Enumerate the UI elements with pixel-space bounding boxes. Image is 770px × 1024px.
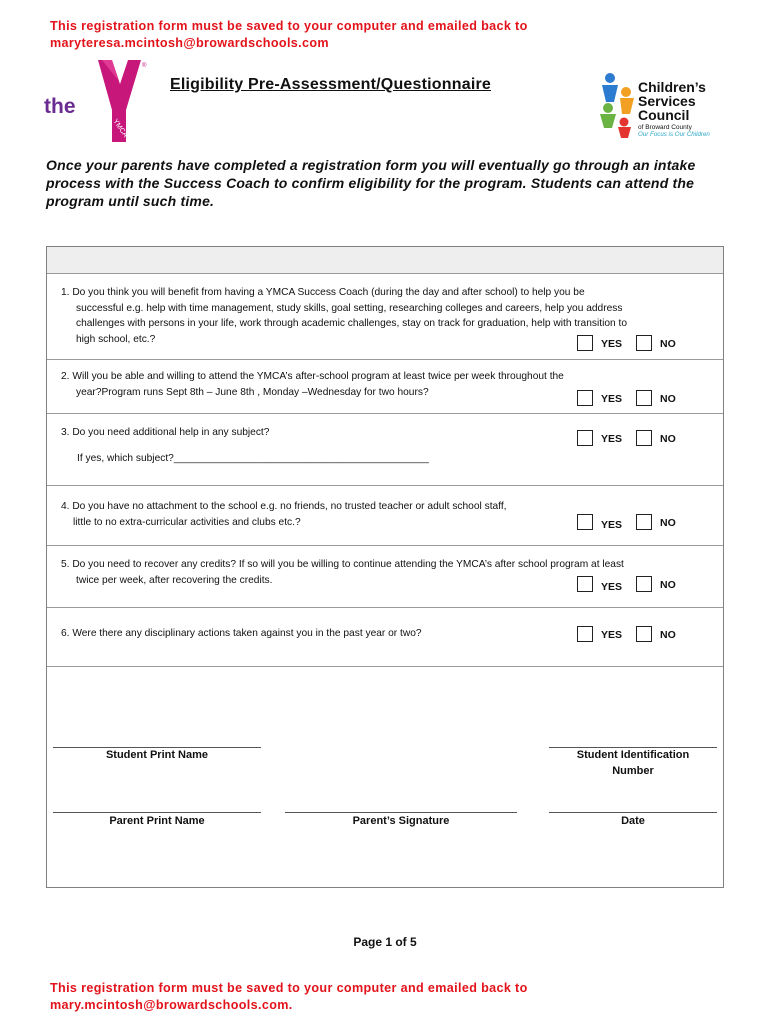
question-5-yes-label: YES [601,581,623,593]
student-id-label-line1: Student Identification [576,749,690,761]
question-4-line2: little to no extra-curricular activities and clubs etc.? [73,516,301,528]
question-3-answer [577,430,687,452]
question-2-no-label: NO [660,393,676,405]
question-divider [47,485,723,486]
csc-line2: Services [638,93,696,109]
question-3-yes-checkbox[interactable] [577,430,593,446]
question-5-yes-checkbox[interactable] [577,576,593,592]
question-5 [61,557,624,588]
student-name-label: Student Print Name [105,749,209,761]
question-divider [47,666,723,667]
question-4-no-label: NO [660,517,676,529]
question-6-no-label: NO [660,629,676,641]
question-2-line2: year?Program runs Sept 8th – June 8th , Monday –Wednesday for two hours? [76,386,429,398]
student-id-label [549,747,717,779]
question-2-yes-label: YES [601,393,623,405]
question-1-yes-checkbox[interactable] [577,335,593,351]
question-1-no-checkbox[interactable] [636,335,652,351]
question-divider [47,545,723,546]
question-1-yes-label: YES [601,338,623,350]
top-notice: This registration form must be saved to your computer and emailed back to maryteresa.mcintosh@browardschools.com [50,19,528,50]
question-4-no-checkbox[interactable] [636,514,652,530]
question-6 [61,626,422,642]
question-3-no-label: NO [660,433,676,445]
question-2-yes-checkbox[interactable] [577,390,593,406]
parent-name-label: Parent Print Name [109,815,205,827]
question-1-answer [577,335,687,357]
question-3-line1: 3. Do you need additional help in any subject? [61,427,270,438]
date-label: Date [621,815,645,827]
csc-line3: Council [638,107,690,123]
parent-signature-label: Parent’s Signature [352,815,450,827]
question-4 [61,499,507,530]
question-3-yes-label: YES [601,433,623,445]
form-header-bar [47,247,723,274]
question-6-answer [577,626,687,648]
question-5-line2: twice per week, after recovering the credits. [76,574,273,586]
question-divider [47,359,723,360]
ymca-logo [40,58,155,143]
question-1-no-label: NO [660,338,676,350]
question-1 [61,285,627,347]
question-3-no-checkbox[interactable] [636,430,652,446]
student-id-label-line2: Number [612,765,654,777]
ymca-logo-mark: YMCA [111,118,129,139]
page-title: Eligibility Pre-Assessment/Questionnaire [170,76,491,93]
question-2-line1: 2. Will you be able and willing to attend the YMCA’s after-school program at least twice per week throughout the [61,371,564,382]
question-5-line1: 5. Do you need to recover any credits? If so will you be willing to continue attending the YMCA’s after school program at least [61,559,624,570]
ymca-logo-word: the [44,95,76,118]
question-5-answer [577,576,687,598]
questionnaire-form [46,246,724,888]
question-2-no-checkbox[interactable] [636,390,652,406]
csc-tagline: Our Focus is Our Children [638,130,710,138]
question-6-yes-checkbox[interactable] [577,626,593,642]
question-6-yes-label: YES [601,629,623,641]
question-divider [47,607,723,608]
question-2 [61,369,564,400]
question-3 [61,425,269,441]
question-4-yes-checkbox[interactable] [577,514,593,530]
intro-paragraph: Once your parents have completed a registration form you will eventually go through an intake process with the Success Coach to confirm eligibility for the program. Students can attend the program until such time. [46,157,696,209]
question-4-line1: 4. Do you have no attachment to the school e.g. no friends, no trusted teacher or adult school staff, [61,501,507,512]
csc-line1: Children’s [638,79,706,95]
question-6-line1: 6. Were there any disciplinary actions taken against you in the past year or two? [61,628,422,639]
question-3-subject-field[interactable]: If yes, which subject?_____________________________________________ [77,453,429,464]
page-number: Page 1 of 5 [353,935,417,949]
question-divider [47,413,723,414]
question-1-line3: challenges with persons in your life, work through academic challenges, stay on track for graduation, help with transition to [76,318,627,329]
question-4-yes-label: YES [601,519,623,531]
question-5-no-label: NO [660,579,676,591]
csc-sub: of Broward County [638,124,692,131]
ymca-trademark: ® [142,63,147,69]
question-1-line2: successful e.g. help with time management, study skills, goal setting, researching colleges and careers, help you address [76,302,623,314]
question-6-no-checkbox[interactable] [636,626,652,642]
bottom-notice: This registration form must be saved to your computer and emailed back to mary.mcintosh@browardschools.com. [50,981,528,1012]
question-2-answer [577,390,687,412]
csc-logo-text [638,80,710,138]
question-5-no-checkbox[interactable] [636,576,652,592]
question-4-answer [577,514,687,536]
question-1-line4: high school, etc.? [76,333,156,345]
question-1-line1: 1. Do you think you will benefit from having a YMCA Success Coach (during the day and after school) to help you be [61,287,585,298]
